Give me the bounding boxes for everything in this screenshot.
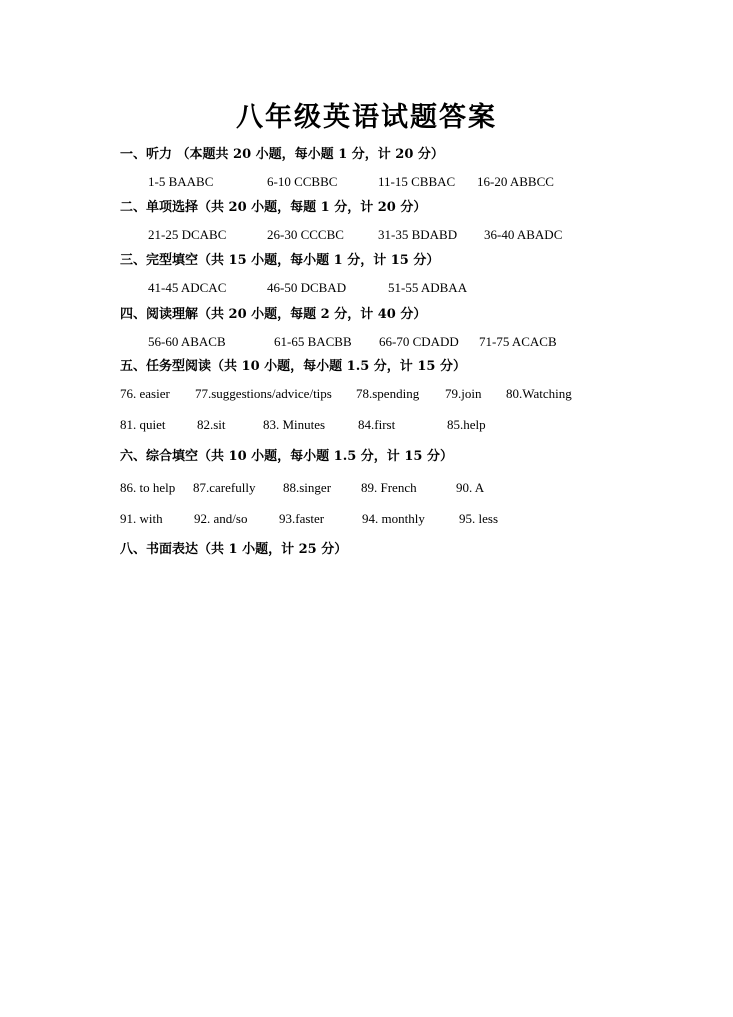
answer-group: 26-30 CCCBC — [267, 227, 344, 242]
answer-item: 76. easier — [120, 386, 170, 401]
answer-item: 92. and/so — [194, 511, 248, 526]
answer-group: 6-10 CCBBC — [267, 174, 338, 189]
section-heading-writing: 八、书面表达（共 1 小题，计 25 分） — [120, 542, 348, 557]
answer-item: 84.first — [358, 417, 396, 432]
answer-group: 16-20 ABBCC — [477, 174, 554, 189]
answer-group: 61-65 BACBB — [274, 334, 352, 349]
answer-group: 36-40 ABADC — [484, 227, 563, 242]
answer-item: 79.join — [445, 386, 482, 401]
answer-group: 66-70 CDADD — [379, 334, 459, 349]
answer-group: 31-35 BDABD — [378, 227, 458, 242]
section-heading-cloze: 三、完型填空（共 15 小题，每小题 1 分，计 15 分） — [120, 253, 440, 268]
answer-item: 94. monthly — [362, 511, 425, 526]
answer-item: 78.spending — [356, 386, 420, 401]
answer-group: 56-60 ABACB — [148, 334, 226, 349]
answer-item: 85.help — [447, 417, 486, 432]
answer-item: 91. with — [120, 511, 163, 526]
section-heading-listening: 一、听力 （本题共 20 小题，每小题 1 分，计 20 分） — [120, 147, 444, 162]
answer-group: 46-50 DCBAD — [267, 280, 347, 295]
section-heading-fill-in: 六、综合填空（共 10 小题，每小题 1.5 分，计 15 分） — [120, 449, 453, 464]
answer-group: 51-55 ADBAA — [388, 280, 468, 295]
answer-group: 1-5 BAABC — [148, 174, 214, 189]
answer-group: 41-45 ADCAC — [148, 280, 227, 295]
answer-group: 71-75 ACACB — [479, 334, 557, 349]
answer-item: 80.Watching — [506, 386, 572, 401]
answer-item: 88.singer — [283, 480, 332, 495]
answer-item: 81. quiet — [120, 417, 166, 432]
answer-item: 89. French — [361, 480, 417, 495]
answer-item: 86. to help — [120, 480, 176, 495]
answer-item: 93.faster — [279, 511, 325, 526]
answer-item: 87.carefully — [193, 480, 256, 495]
page-title: 八年级英语试题答案 — [236, 102, 497, 133]
section-heading-task-reading: 五、任务型阅读（共 10 小题，每小题 1.5 分，计 15 分） — [120, 359, 466, 374]
section-heading-single-choice: 二、单项选择（共 20 小题，每题 1 分，计 20 分） — [120, 200, 427, 215]
answer-item: 77.suggestions/advice/tips — [195, 386, 332, 401]
answer-item: 82.sit — [197, 417, 226, 432]
section-heading-reading: 四、阅读理解（共 20 小题，每题 2 分，计 40 分） — [120, 307, 427, 322]
answer-item: 95. less — [459, 511, 498, 526]
answer-item: 83. Minutes — [263, 417, 326, 432]
answer-item: 90. A — [456, 480, 485, 495]
answer-group: 21-25 DCABC — [148, 227, 227, 242]
answer-group: 11-15 CBBAC — [378, 174, 456, 189]
